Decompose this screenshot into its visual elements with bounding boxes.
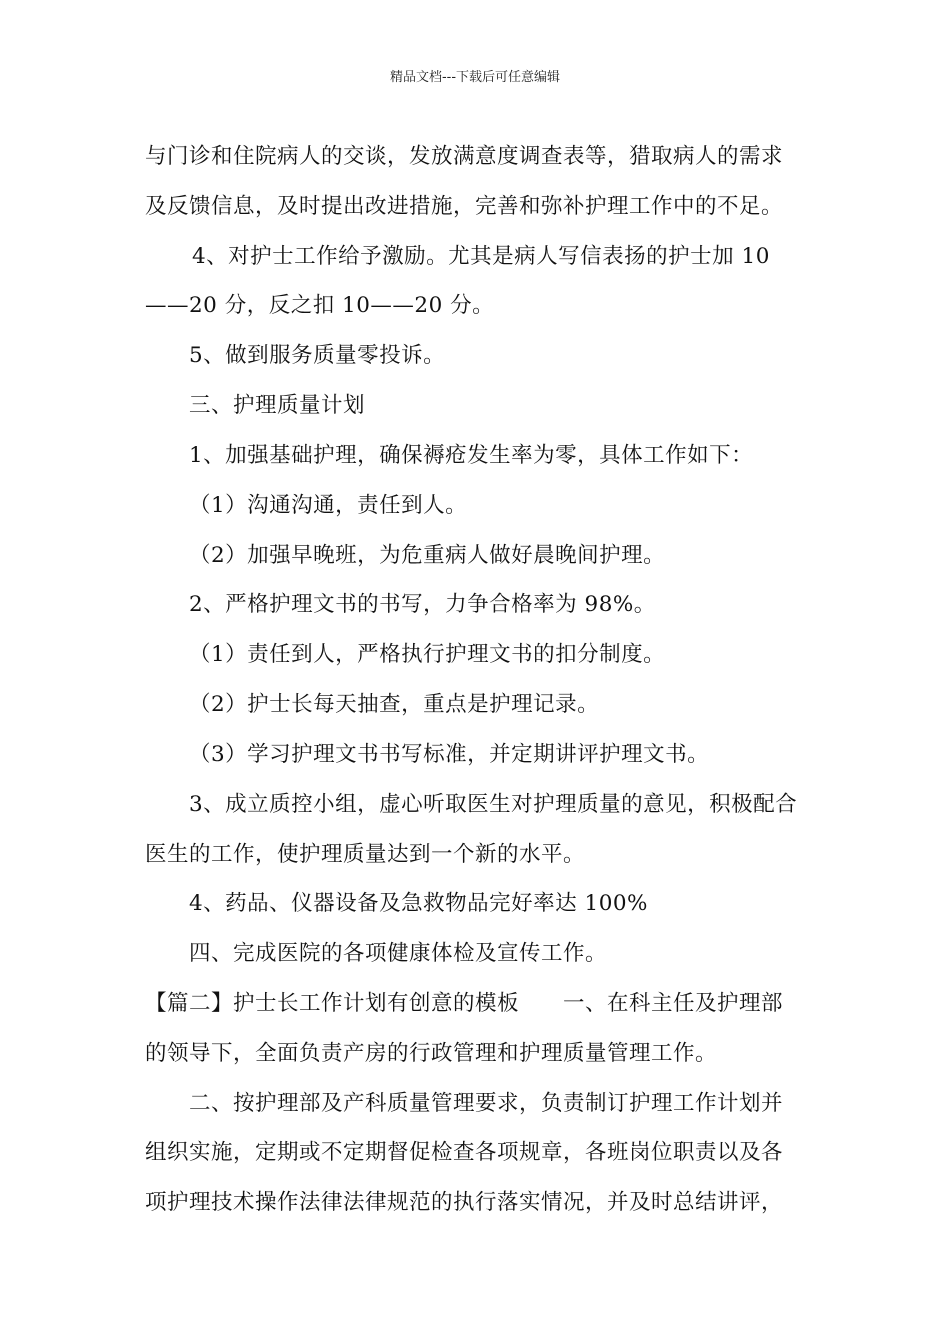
section-heading: 三、护理质量计划 xyxy=(189,393,366,418)
section-heading: 四、完成医院的各项健康体检及宣传工作。 xyxy=(189,941,608,966)
text-line: （2）护士长每天抽查，重点是护理记录。 xyxy=(189,692,600,717)
text-line: 项护理技术操作法律法律规范的执行落实情况，并及时总结讲评， xyxy=(145,1190,784,1215)
text-line: 1、加强基础护理，确保褥疮发生率为零，具体工作如下： xyxy=(189,443,754,468)
text-line: 与门诊和住院病人的交谈，发放满意度调查表等，猎取病人的需求 xyxy=(145,144,784,169)
text-line: 组织实施，定期或不定期督促检查各项规章，各班岗位职责以及各 xyxy=(145,1140,784,1165)
text-line: 2、严格护理文书的书写，力争合格率为 98%。 xyxy=(189,592,656,617)
text-line: 二、按护理部及产科质量管理要求，负责制订护理工作计划并 xyxy=(189,1091,784,1116)
text-line: 5、做到服务质量零投诉。 xyxy=(189,343,446,368)
text-line: 4、药品、仪器设备及急救物品完好率达 100% xyxy=(189,891,648,916)
text-line: （1）责任到人，严格执行护理文书的扣分制度。 xyxy=(189,642,666,667)
text-line: 医生的工作，使护理质量达到一个新的水平。 xyxy=(145,842,586,867)
text-line: 4、对护士工作给予激励。尤其是病人写信表扬的护士加 10 xyxy=(192,244,770,269)
text-line: ——20 分，反之扣 10——20 分。 xyxy=(145,293,495,318)
text-line: 3、成立质控小组，虚心听取医生对护理质量的意见，积极配合 xyxy=(189,792,798,817)
text-line: （1）沟通沟通，责任到人。 xyxy=(189,493,468,518)
text-line: （2）加强早晚班，为危重病人做好晨晚间护理。 xyxy=(189,543,666,568)
text-line: 及反馈信息，及时提出改进措施，完善和弥补护理工作中的不足。 xyxy=(145,194,784,219)
text-line: 【篇二】护士长工作计划有创意的模板 一、在科主任及护理部 xyxy=(145,991,784,1016)
page-header: 精品文档---下载后可任意编辑 xyxy=(389,70,561,85)
text-line: 的领导下，全面负责产房的行政管理和护理质量管理工作。 xyxy=(145,1041,718,1066)
text-line: （3）学习护理文书书写标准，并定期讲评护理文书。 xyxy=(189,742,710,767)
